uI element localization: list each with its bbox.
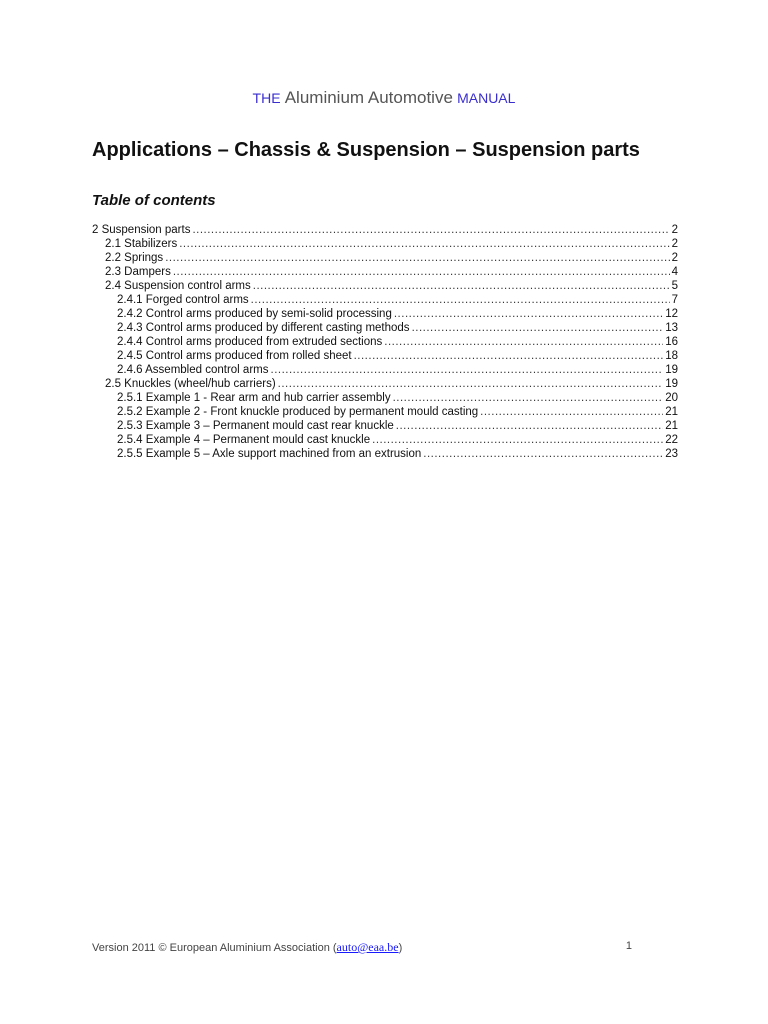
- toc-entry[interactable]: [92, 307, 678, 321]
- toc-entry-label: 2.3 Dampers: [105, 266, 171, 278]
- toc-leader-dots: [394, 307, 663, 321]
- toc-leader-dots: [271, 363, 664, 377]
- toc-entry[interactable]: [92, 279, 678, 293]
- toc-entry-label: 2.4 Suspension control arms: [105, 280, 251, 292]
- toc-entry[interactable]: [92, 447, 678, 461]
- toc-entry-label: 2.5.4 Example 4 – Permanent mould cast knuckle: [117, 434, 371, 446]
- toc-entry[interactable]: [92, 363, 678, 377]
- toc-entry-label: 2.5 Knuckles (wheel/hub carriers): [105, 378, 276, 390]
- toc-leader-dots: [251, 293, 670, 307]
- toc-entry-page: 7: [671, 294, 678, 306]
- toc-leader-dots: [412, 321, 664, 335]
- toc-heading: Table of contents: [92, 192, 216, 209]
- toc-entry-page: 21: [665, 406, 678, 418]
- toc-leader-dots: [384, 335, 663, 349]
- toc-leader-dots: [396, 419, 663, 433]
- toc-leader-dots: [354, 349, 664, 363]
- toc-leader-dots: [179, 237, 669, 251]
- header-title: Aluminium Automotive: [284, 88, 453, 107]
- toc-leader-dots: [423, 447, 663, 461]
- toc-entry-page: 2: [671, 224, 678, 236]
- toc-entry-page: 4: [671, 266, 678, 278]
- toc-leader-dots: [253, 279, 670, 293]
- toc-entry-label: 2.5.5 Example 5 – Axle support machined from an extrusion: [117, 448, 422, 460]
- toc-entry-label: 2.4.3 Control arms produced by different casting methods: [117, 322, 410, 334]
- toc-entry[interactable]: [92, 237, 678, 251]
- toc-entry-page: 2: [671, 238, 678, 250]
- toc-entry-label: 2.2 Springs: [105, 252, 164, 264]
- toc-entry-page: 16: [665, 336, 678, 348]
- toc-entry[interactable]: [92, 251, 678, 265]
- footer-email-link[interactable]: auto@eaa.be: [336, 940, 399, 954]
- toc-entry-label: 2.4.5 Control arms produced from rolled sheet: [117, 350, 352, 362]
- toc-entry[interactable]: [92, 223, 678, 237]
- toc-entry-page: 21: [665, 420, 678, 432]
- footer-page-number: 1: [625, 940, 632, 952]
- toc-entry[interactable]: [92, 377, 678, 391]
- header-manual: MANUAL: [457, 90, 516, 106]
- toc-entry-page: 19: [665, 378, 678, 390]
- table-of-contents: [92, 223, 678, 461]
- toc-entry[interactable]: [92, 405, 678, 419]
- toc-leader-dots: [372, 433, 663, 447]
- toc-entry-label: 2.4.6 Assembled control arms: [117, 364, 269, 376]
- toc-leader-dots: [393, 391, 664, 405]
- toc-entry[interactable]: [92, 335, 678, 349]
- toc-leader-dots: [278, 377, 664, 391]
- toc-entry[interactable]: [92, 419, 678, 433]
- toc-entry-page: 12: [665, 308, 678, 320]
- toc-entry-page: 23: [665, 448, 678, 460]
- toc-leader-dots: [173, 265, 670, 279]
- running-header: [0, 88, 768, 108]
- toc-entry-label: 2.4.2 Control arms produced by semi-solid processing: [117, 308, 392, 320]
- toc-entry-page: 20: [665, 392, 678, 404]
- toc-entry-page: 13: [665, 322, 678, 334]
- footer-copyright: Version 2011 © European Aluminium Association (: [92, 942, 337, 954]
- toc-entry-page: 22: [665, 434, 678, 446]
- toc-leader-dots: [480, 405, 663, 419]
- toc-leader-dots: [192, 223, 669, 237]
- toc-entry-page: 2: [671, 252, 678, 264]
- toc-leader-dots: [165, 251, 669, 265]
- toc-entry[interactable]: [92, 391, 678, 405]
- page-title: Applications – Chassis & Suspension – Suspension parts: [92, 139, 640, 161]
- toc-entry-label: 2.5.1 Example 1 - Rear arm and hub carrier assembly: [117, 392, 391, 404]
- toc-entry[interactable]: [92, 349, 678, 363]
- toc-entry-label: 2 Suspension parts: [92, 224, 191, 236]
- footer: [92, 940, 632, 955]
- header-the: THE: [252, 90, 281, 106]
- toc-entry-page: 19: [665, 364, 678, 376]
- toc-entry-page: 18: [665, 350, 678, 362]
- toc-entry-label: 2.4.1 Forged control arms: [117, 294, 249, 306]
- toc-entry-label: 2.5.3 Example 3 – Permanent mould cast rear knuckle: [117, 420, 394, 432]
- toc-entry-label: 2.4.4 Control arms produced from extruded sections: [117, 336, 383, 348]
- toc-entry-page: 5: [671, 280, 678, 292]
- footer-suffix: ): [398, 942, 403, 954]
- toc-entry-label: 2.5.2 Example 2 - Front knuckle produced by permanent mould casting: [117, 406, 479, 418]
- toc-entry[interactable]: [92, 433, 678, 447]
- toc-entry-label: 2.1 Stabilizers: [105, 238, 178, 250]
- toc-entry[interactable]: [92, 321, 678, 335]
- toc-entry[interactable]: [92, 293, 678, 307]
- toc-entry[interactable]: [92, 265, 678, 279]
